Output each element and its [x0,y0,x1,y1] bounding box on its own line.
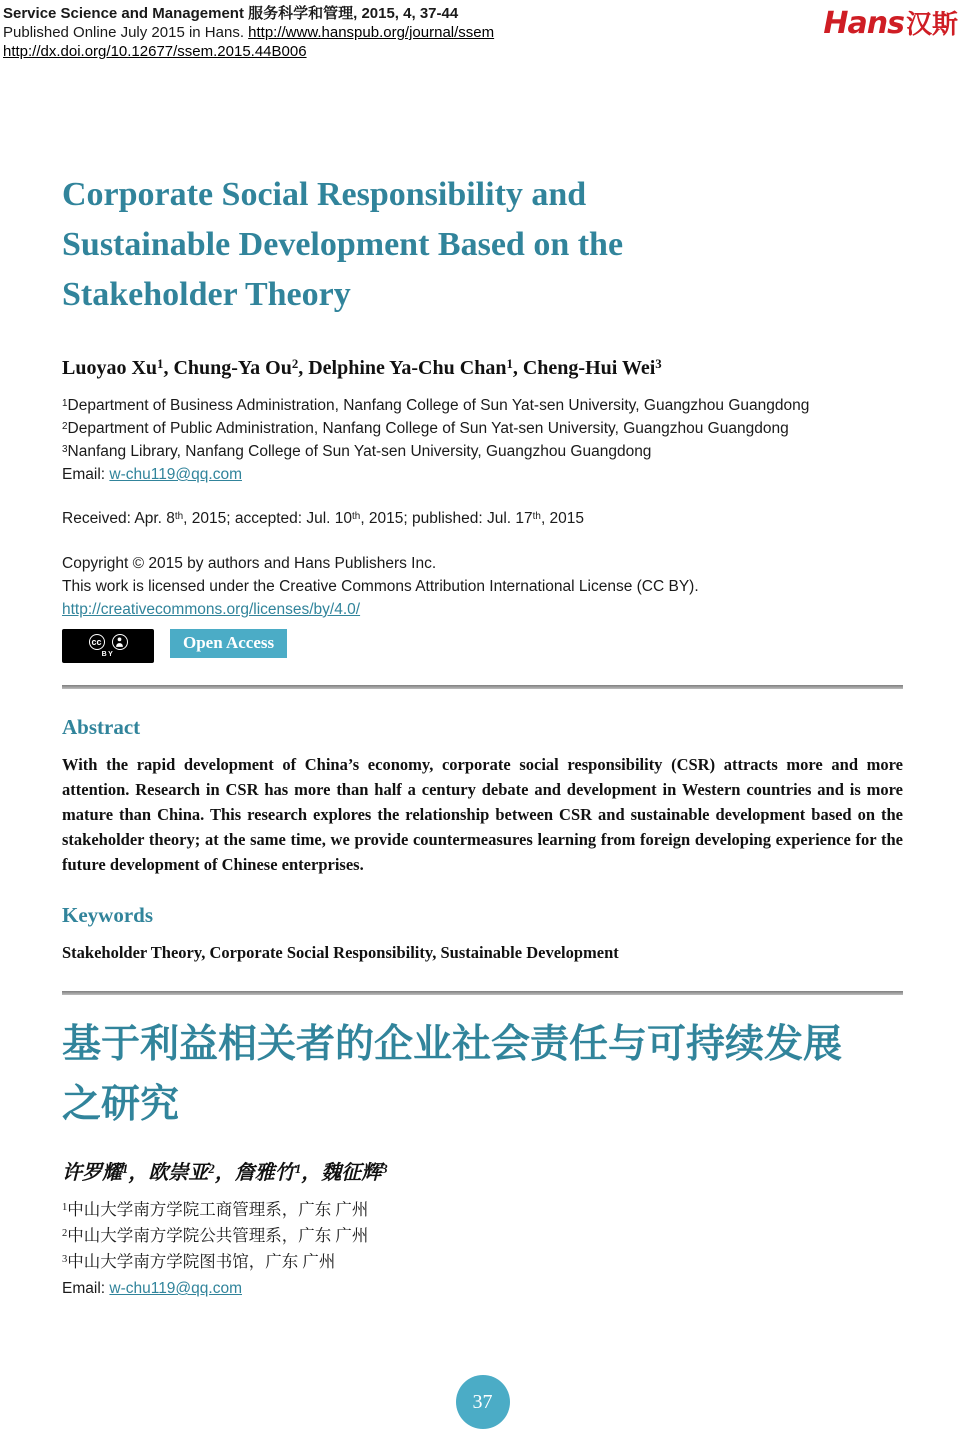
chinese-author-name: ，欧崇亚 [128,1162,209,1184]
license-line: This work is licensed under the Creative Commons Attribution International License (CC BY). [62,578,699,595]
affiliations-block [62,394,903,486]
cc-icon-label: cc [91,637,102,647]
article-title-line-1: Corporate Social Responsibility and [62,176,587,213]
chinese-title-line-1: 基于利益相关者的企业社会责任与可持续发展 [62,1023,843,1066]
chinese-affiliation-row [62,1223,903,1249]
published-online-text: Published Online July 2015 in Hans. [3,24,249,41]
chinese-title [62,1015,903,1135]
author-affil-sup: 2 [291,357,299,372]
chinese-affiliations-block [62,1197,903,1275]
affiliation-text: Department of Public Administration, Nanfang College of Sun Yat-sen University, Guangzhou Guangdong [67,420,789,437]
page-number-badge [456,1375,510,1429]
author-name: , Cheng-Hui Wei [512,357,656,379]
received-text: , 2015; accepted: Jul. 10 [183,510,353,527]
chinese-title-line-2: 之研究 [62,1083,180,1126]
cc-by-label: BY [101,651,115,658]
doi-link[interactable]: http://dx.doi.org/10.12677/ssem.2015.44B006 [3,43,307,60]
received-text: , 2015 [540,510,585,527]
chinese-affiliation-sup: 2 [62,1228,68,1240]
chinese-affiliation-sup: 1 [62,1202,68,1214]
author-affil-sup: 3 [655,357,662,372]
license-badges [62,629,903,663]
affiliation-row [62,394,903,417]
chinese-author-affil-sup: 2 [208,1162,215,1177]
chinese-author-name: ，詹雅竹 [214,1162,295,1184]
chinese-author-name: 许罗耀 [62,1162,122,1184]
affiliation-row [62,417,903,440]
ordinal-sup: th [174,510,184,522]
chinese-author-affil-sup: 3 [381,1162,388,1177]
license-link[interactable]: http://creativecommons.org/licenses/by/4.0/ [62,601,361,618]
cc-by-badge[interactable] [62,629,154,663]
divider-rule-bottom [62,991,903,995]
chinese-authors-line [62,1159,903,1187]
article-title [62,170,903,320]
copyright-block [62,552,903,621]
hans-logo-cjk: 汉斯 [905,10,958,40]
article-title-line-2: Sustainable Development Based on the [62,226,624,263]
abstract-text: With the rapid development of China’s economy, corporate social responsibility (CSR) attracts more and more attention. Research in CSR has more than half a century debate and development in Western countries and is more mature than China. This research explores the relationship between CSR and sustainable development based on the stakeholder theory; at the same time, we provide countermeasures learning from foreign developing experience for the future development of Chinese enterprises. [62,755,903,874]
license-link-line [62,598,903,621]
affiliation-row [62,440,903,463]
email-link[interactable]: w-chu119@qq.com [109,466,242,483]
attribution-person-icon [112,634,128,650]
received-line [62,508,903,530]
chinese-affiliation-row [62,1249,903,1275]
author-name: Luoyao Xu [62,357,158,379]
author-affil-sup: 1 [506,357,513,372]
chinese-affiliation-text: 中山大学南方学院公共管理系，广东 广州 [67,1226,369,1245]
email-line [62,463,903,486]
chinese-email-link[interactable]: w-chu119@qq.com [109,1280,242,1297]
cc-badge-icons [89,634,128,650]
chinese-affiliation-text: 中山大学南方学院图书馆，广东 广州 [67,1252,336,1271]
chinese-email-line [62,1277,903,1300]
open-access-badge[interactable]: Open Access [170,629,287,658]
abstract-heading: Abstract [62,715,141,739]
ordinal-sup: th [532,510,541,522]
email-label: Email: [62,466,110,483]
authors-line [62,354,903,382]
chinese-author-affil-sup: 1 [294,1162,302,1177]
journal-title-line: Service Science and Management 服务科学和管理, 2015, 4, 37-44 [3,5,459,22]
author-name: , Delphine Ya-Chu Chan [298,357,507,379]
keywords-text: Stakeholder Theory, Corporate Social Responsibility, Sustainable Development [62,943,619,962]
affiliation-text: Department of Business Administration, Nanfang College of Sun Yat-sen University, Guangzhou Guangdong [67,397,810,414]
hans-publisher-logo [823,4,958,41]
affiliation-sup: 3 [62,443,68,455]
chinese-author-affil-sup: 1 [122,1162,129,1177]
page-number: 37 [472,1390,493,1413]
published-online-line [3,23,962,42]
article-title-line-3: Stakeholder Theory [62,276,351,313]
cc-icon [89,634,105,650]
chinese-author-name: ，魏征辉 [301,1162,382,1184]
keywords-heading: Keywords [62,903,153,927]
chinese-affiliation-sup: 3 [62,1254,68,1266]
author-name: , Chung-Ya Ou [163,357,292,379]
received-text: Received: Apr. 8 [62,510,175,527]
received-text: , 2015; published: Jul. 17 [360,510,533,527]
author-affil-sup: 1 [157,357,164,372]
affiliation-text: Nanfang Library, Nanfang College of Sun Yat-sen University, Guangzhou Guangdong [67,443,652,460]
doi-line [3,42,962,61]
divider-rule-top [62,685,903,689]
ordinal-sup: th [352,510,361,522]
chinese-affiliation-text: 中山大学南方学院工商管理系，广东 广州 [67,1200,369,1219]
chinese-affiliation-row [62,1197,903,1223]
journal-masthead [3,4,962,61]
article-content [0,170,965,1300]
hans-logo-latin: Hans [823,6,904,41]
chinese-email-label: Email: [62,1280,110,1297]
affiliation-sup: 1 [62,397,68,409]
affiliation-sup: 2 [62,420,68,432]
copyright-line: Copyright © 2015 by authors and Hans Publishers Inc. [62,555,437,572]
journal-url-link[interactable]: http://www.hanspub.org/journal/ssem [248,24,495,41]
